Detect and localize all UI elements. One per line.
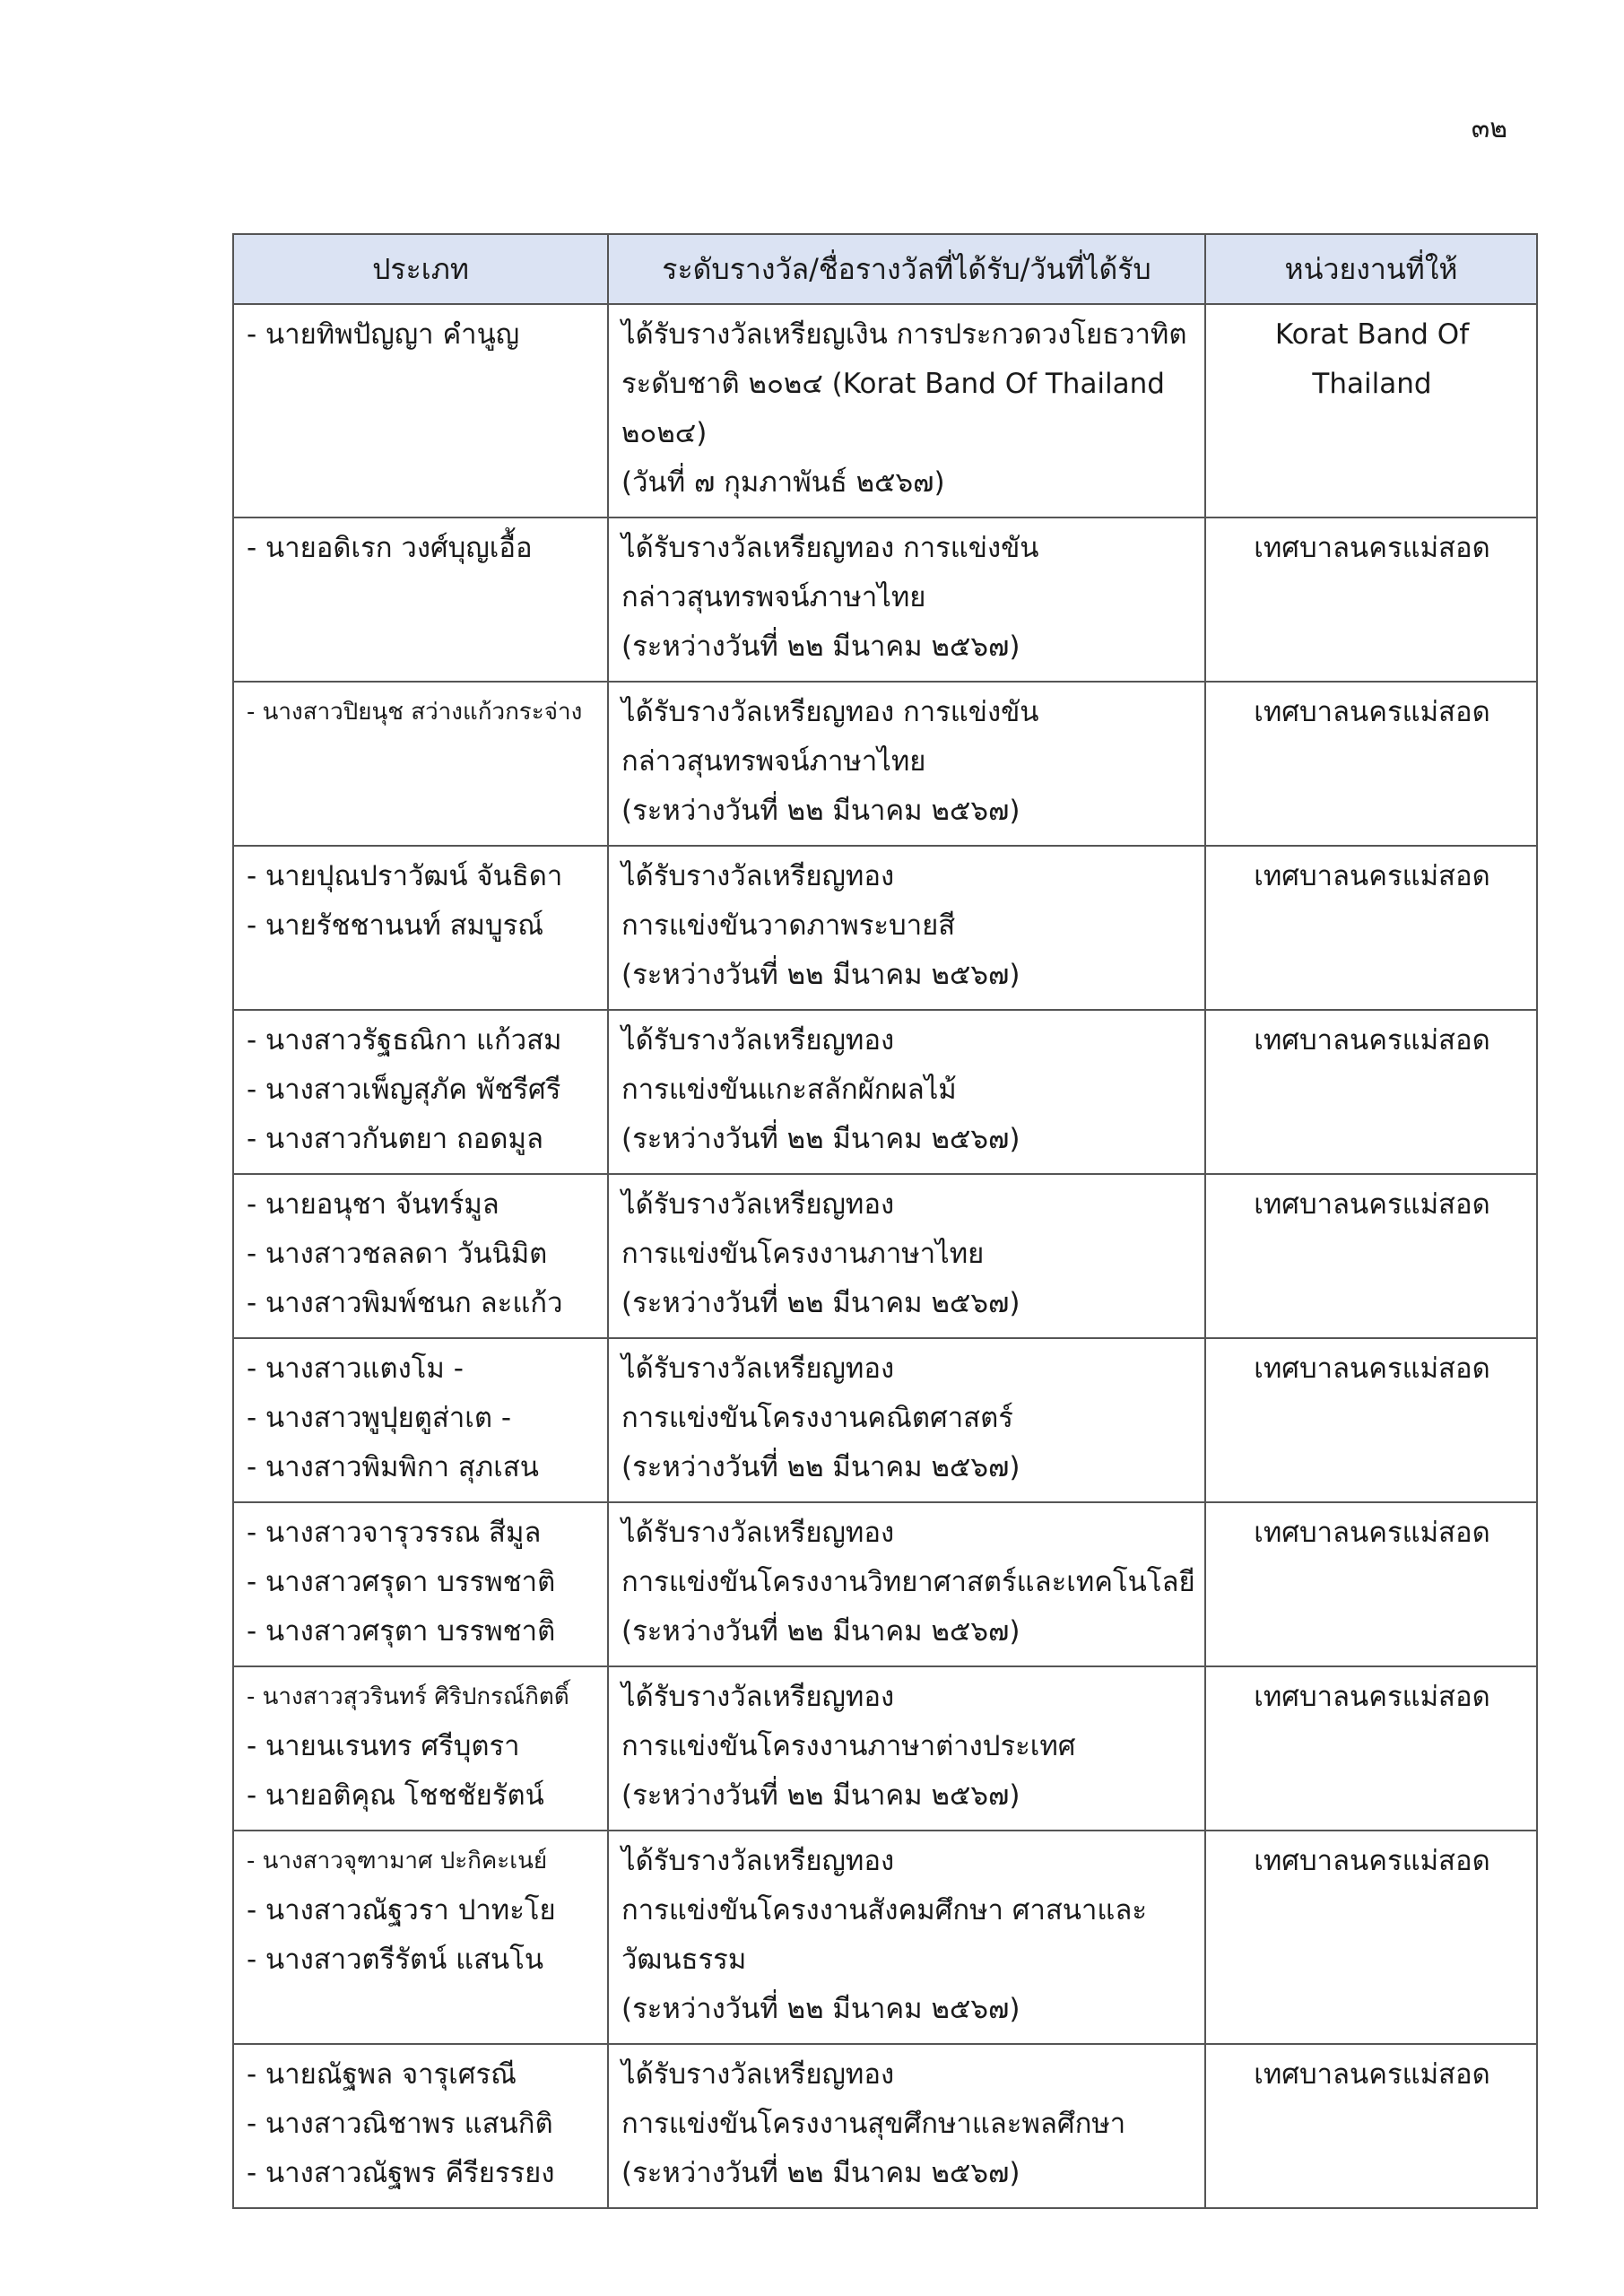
agency-line: เทศบาลนครแม่สอด [1254, 1024, 1490, 1057]
recipient-name: - นายทิพปัญญา คำนูญ [247, 318, 520, 351]
recipient-name: - นางสาวจารุวรรณ สีมูล [247, 1517, 542, 1549]
agency-cell [1205, 846, 1537, 1010]
award-line: การแข่งขันโครงงานคณิตศาสตร์ [621, 1402, 1013, 1434]
recipient-cell [233, 1666, 608, 1831]
award-line: ได้รับรางวัลเหรียญทอง [621, 1517, 895, 1549]
recipient-cell [233, 1502, 608, 1666]
recipient-name: - นางสาวพิมพิกา สุภเสน [247, 1451, 539, 1483]
agency-line: เทศบาลนครแม่สอด [1254, 1681, 1490, 1713]
award-line: การแข่งขันโครงงานภาษาไทย [621, 1238, 985, 1270]
award-cell [608, 2044, 1205, 2208]
agency-cell [1205, 682, 1537, 846]
agency-line: เทศบาลนครแม่สอด [1254, 2058, 1490, 2091]
recipient-name: - นางสาวรัฐธณิกา แก้วสม [247, 1024, 562, 1057]
recipient-cell [233, 1174, 608, 1338]
recipient-name: - นายณัฐพล จารุเศรณี [247, 2058, 517, 2091]
award-cell [608, 1174, 1205, 1338]
agency-line: เทศบาลนครแม่สอด [1254, 860, 1490, 892]
award-line: การแข่งขันโครงงานสังคมศึกษา ศาสนาและ [621, 1894, 1148, 1926]
table-row [233, 682, 1537, 846]
recipient-cell [233, 846, 608, 1010]
table-row [233, 1338, 1537, 1502]
award-line: การแข่งขันโครงงานวิทยาศาสตร์และเทคโนโลยี [621, 1566, 1195, 1598]
table-row [233, 1666, 1537, 1831]
award-line: (ระหว่างวันที่ ๒๒ มีนาคม ๒๕๖๗) [621, 959, 1020, 991]
award-line: กล่าวสุนทรพจน์ภาษาไทย [621, 745, 926, 778]
recipient-cell [233, 2044, 608, 2208]
agency-line: เทศบาลนครแม่สอด [1254, 532, 1490, 564]
table-row [233, 1502, 1537, 1666]
recipient-name: - นางสาวชลลดา วันนิมิต [247, 1238, 548, 1270]
table-row [233, 1010, 1537, 1174]
table-row [233, 1831, 1537, 2044]
recipient-name: - นางสาวสุวรินทร์ ศิริปกรณ์กิตติ์ [247, 1683, 569, 1710]
agency-cell [1205, 1666, 1537, 1831]
table-row [233, 846, 1537, 1010]
agency-cell [1205, 1010, 1537, 1174]
agency-line: เทศบาลนครแม่สอด [1254, 1845, 1490, 1877]
award-cell [608, 517, 1205, 682]
award-line: (วันที่ ๗ กุมภาพันธ์ ๒๕๖๗) [621, 466, 945, 499]
award-line: ได้รับรางวัลเหรียญทอง การแข่งขัน [621, 696, 1039, 728]
recipient-name: - นายอดิเรก วงศ์บุญเอื้อ [247, 532, 533, 564]
award-line: (ระหว่างวันที่ ๒๒ มีนาคม ๒๕๖๗) [621, 1779, 1020, 1812]
recipient-name: - นายนเรนทร ศรีบุตรา [247, 1730, 520, 1762]
award-line: (ระหว่างวันที่ ๒๒ มีนาคม ๒๕๖๗) [621, 1287, 1020, 1319]
recipient-name: - นางสาวณัฐพร คีรียรรยง [247, 2157, 555, 2189]
award-cell [608, 1338, 1205, 1502]
recipient-name: - นางสาวเพ็ญสุภัค พัชรีศรี [247, 1074, 561, 1106]
agency-line: เทศบาลนครแม่สอด [1254, 1517, 1490, 1549]
agency-cell [1205, 1831, 1537, 2044]
award-line: ได้รับรางวัลเหรียญทอง [621, 1681, 895, 1713]
award-cell [608, 1502, 1205, 1666]
award-line: (ระหว่างวันที่ ๒๒ มีนาคม ๒๕๖๗) [621, 1123, 1020, 1155]
table-row [233, 1174, 1537, 1338]
header-award: ระดับรางวัล/ชื่อรางวัลที่ได้รับ/วันที่ได้รับ [608, 234, 1205, 304]
recipient-name: - นางสาวจุฑามาศ ปะกิคะเนย์ [247, 1848, 548, 1874]
award-cell [608, 1010, 1205, 1174]
agency-cell [1205, 2044, 1537, 2208]
table-body [233, 304, 1537, 2208]
award-line: การแข่งขันโครงงานสุขศึกษาและพลศึกษา [621, 2108, 1126, 2140]
award-line: (ระหว่างวันที่ ๒๒ มีนาคม ๒๕๖๗) [621, 1993, 1020, 2025]
award-line: ได้รับรางวัลเหรียญเงิน การประกวดวงโยธวาทิต [621, 318, 1187, 351]
table-header-row [233, 234, 1537, 304]
award-line: (ระหว่างวันที่ ๒๒ มีนาคม ๒๕๖๗) [621, 631, 1020, 663]
header-category: ประเภท [233, 234, 608, 304]
award-line: ได้รับรางวัลเหรียญทอง [621, 1845, 895, 1877]
award-line: ระดับชาติ ๒๐๒๔ (Korat Band Of Thailand [621, 368, 1165, 400]
recipient-name: - นายปุณปราวัฒน์ จันธิดา [247, 860, 563, 892]
award-line: (ระหว่างวันที่ ๒๒ มีนาคม ๒๕๖๗) [621, 2157, 1020, 2189]
agency-cell [1205, 1174, 1537, 1338]
recipient-name: - นายรัชชานนท์ สมบูรณ์ [247, 909, 544, 942]
recipient-name: - นางสาวณัฐวรา ปาทะโย [247, 1894, 556, 1926]
award-cell [608, 682, 1205, 846]
table-row [233, 2044, 1537, 2208]
award-cell [608, 304, 1205, 517]
award-line: (ระหว่างวันที่ ๒๒ มีนาคม ๒๕๖๗) [621, 1615, 1020, 1648]
recipient-cell [233, 682, 608, 846]
recipient-cell [233, 1338, 608, 1502]
agency-cell [1205, 1338, 1537, 1502]
header-agency: หน่วยงานที่ให้ [1205, 234, 1537, 304]
recipient-name: - นางสาวพิมพ์ชนก ละแก้ว [247, 1287, 563, 1319]
recipient-cell [233, 304, 608, 517]
award-line: (ระหว่างวันที่ ๒๒ มีนาคม ๒๕๖๗) [621, 795, 1020, 827]
award-cell [608, 1831, 1205, 2044]
agency-line: เทศบาลนครแม่สอด [1254, 696, 1490, 728]
award-line: (ระหว่างวันที่ ๒๒ มีนาคม ๒๕๖๗) [621, 1451, 1020, 1483]
award-line: กล่าวสุนทรพจน์ภาษาไทย [621, 581, 926, 613]
recipient-name: - นางสาวณิชาพร แสนกิติ [247, 2108, 553, 2140]
agency-line: Thailand [1312, 368, 1432, 400]
recipient-name: - นายอนุชา จันทร์มูล [247, 1188, 499, 1221]
agency-cell [1205, 304, 1537, 517]
recipient-name: - นางสาวกันตยา ถอดมูล [247, 1123, 543, 1155]
agency-line: Korat Band Of [1274, 318, 1470, 351]
recipient-name: - นายอติคุณ โชชชัยรัตน์ [247, 1779, 544, 1812]
award-line: ๒๐๒๔) [621, 417, 708, 449]
award-cell [608, 846, 1205, 1010]
recipient-cell [233, 1010, 608, 1174]
recipient-name: - นางสาวศรุตา บรรพชาติ [247, 1615, 556, 1648]
agency-cell [1205, 517, 1537, 682]
award-line: ได้รับรางวัลเหรียญทอง [621, 1188, 895, 1221]
page-number: ๓๒ [1471, 113, 1507, 144]
award-line: ได้รับรางวัลเหรียญทอง การแข่งขัน [621, 532, 1039, 564]
award-line: การแข่งขันโครงงานภาษาต่างประเทศ [621, 1730, 1076, 1762]
award-line: ได้รับรางวัลเหรียญทอง [621, 860, 895, 892]
awards-table [232, 233, 1538, 2209]
award-line: การแข่งขันแกะสลักผักผลไม้ [621, 1074, 957, 1106]
table-row [233, 517, 1537, 682]
award-cell [608, 1666, 1205, 1831]
recipient-name: - นางสาวแตงโม - [247, 1352, 464, 1385]
agency-cell [1205, 1502, 1537, 1666]
recipient-cell [233, 1831, 608, 2044]
award-line: วัฒนธรรม [621, 1944, 747, 1976]
award-line: ได้รับรางวัลเหรียญทอง [621, 2058, 895, 2091]
recipient-cell [233, 517, 608, 682]
award-line: ได้รับรางวัลเหรียญทอง [621, 1352, 895, 1385]
recipient-name: - นางสาวศรุดา บรรพชาติ [247, 1566, 556, 1598]
recipient-name: - นางสาวปิยนุช สว่างแก้วกระจ่าง [247, 699, 583, 726]
recipient-name: - นางสาวตรีรัตน์ แสนโน [247, 1944, 544, 1976]
table-row [233, 304, 1537, 517]
recipient-name: - นางสาวพูปุยตูส่าเต - [247, 1402, 512, 1434]
agency-line: เทศบาลนครแม่สอด [1254, 1352, 1490, 1385]
award-line: ได้รับรางวัลเหรียญทอง [621, 1024, 895, 1057]
agency-line: เทศบาลนครแม่สอด [1254, 1188, 1490, 1221]
award-line: การแข่งขันวาดภาพระบายสี [621, 909, 956, 942]
